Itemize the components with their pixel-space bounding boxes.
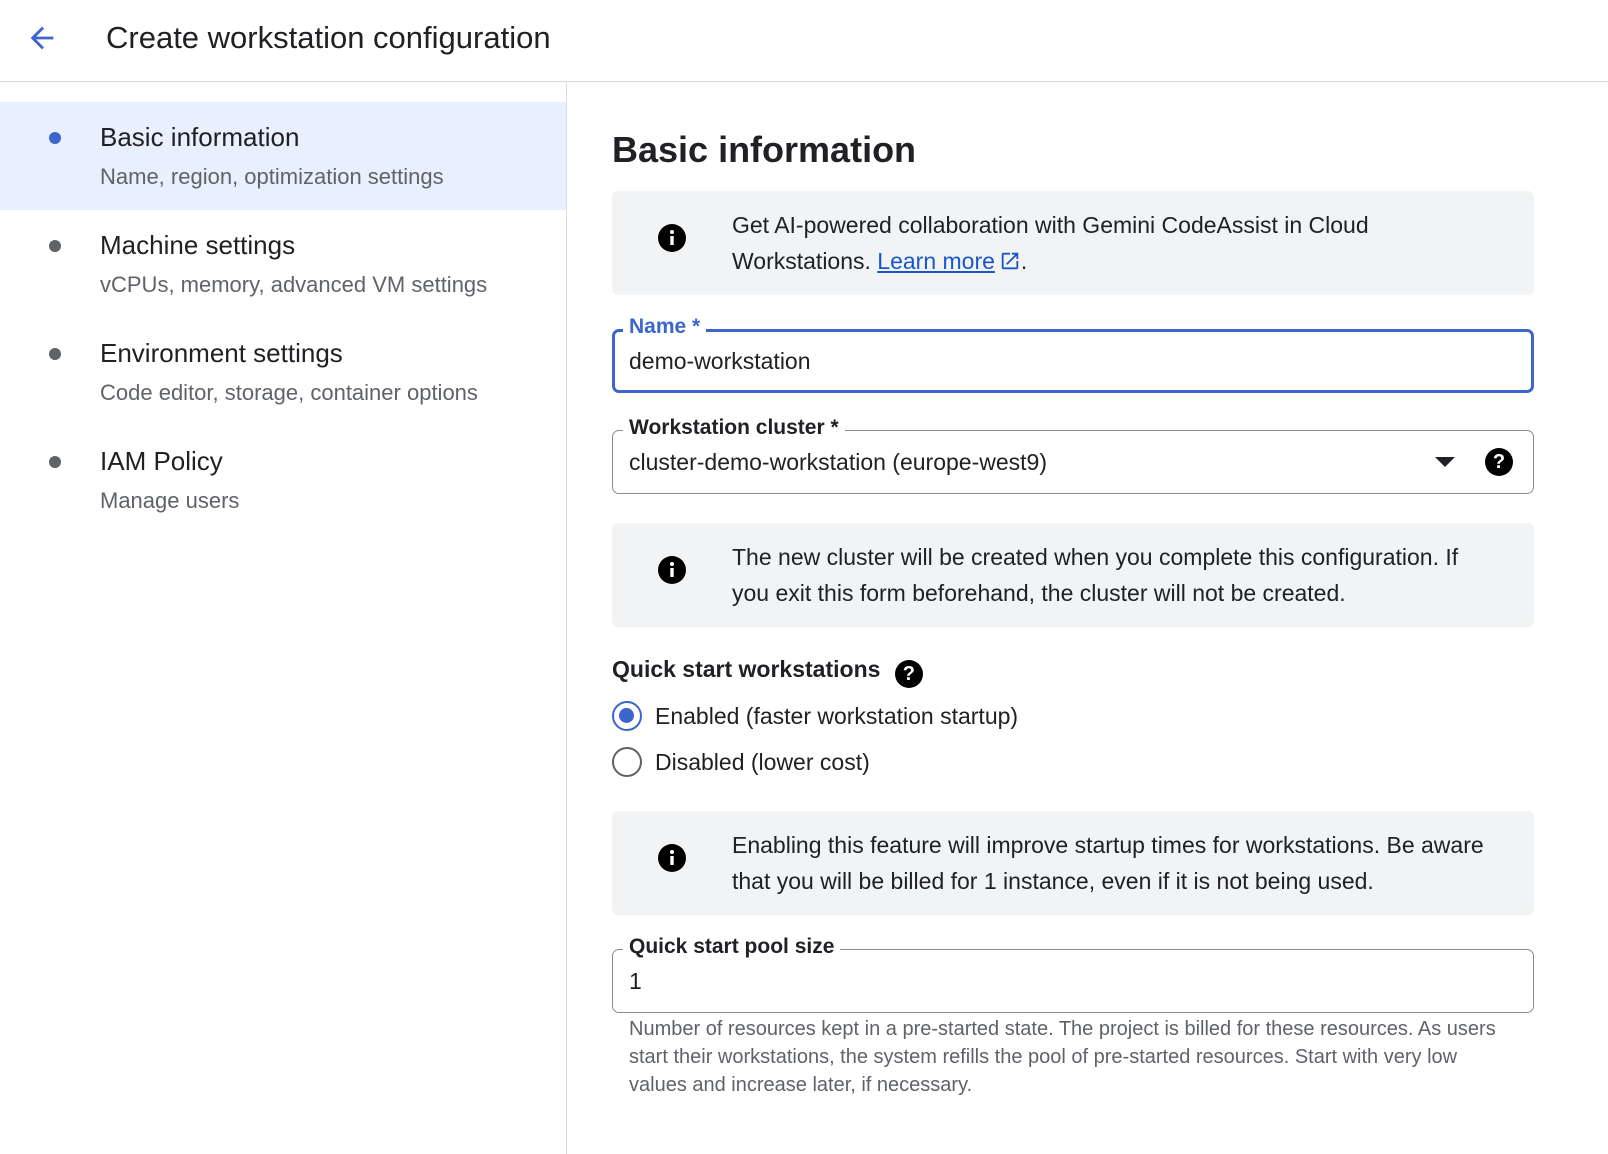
quick-start-label [612, 654, 923, 688]
quick-start-notice [612, 811, 1534, 915]
radio-option-label: Disabled (lower cost) [655, 749, 870, 775]
step-subtitle: vCPUs, memory, advanced VM settings [100, 272, 488, 297]
cluster-notice [612, 523, 1534, 627]
external-link-icon [999, 250, 1021, 272]
learn-more-link-label: Learn more [877, 248, 995, 274]
cluster-notice-text: The new cluster will be created when you complete this configuration. If you exit this form beforehand, the cluster will not be created. [732, 544, 1459, 606]
info-icon [658, 224, 686, 252]
name-field-label: Name * [623, 314, 706, 340]
step-title: Environment settings [100, 338, 343, 368]
step-subtitle: Code editor, storage, container options [100, 380, 478, 405]
step-iam-policy[interactable] [0, 426, 566, 534]
pool-size-value[interactable]: 1 [629, 968, 642, 994]
learn-more-link[interactable] [877, 248, 1021, 274]
pool-size-label: Quick start pool size [623, 934, 840, 960]
quick-start-notice-text: Enabling this feature will improve startup times for workstations. Be aware that you will be billed for 1 instance, even if it is not being used. [732, 832, 1484, 894]
help-icon[interactable]: ? [895, 660, 923, 688]
info-icon [658, 556, 686, 584]
step-title: Basic information [100, 122, 300, 152]
step-basic-information[interactable] [0, 102, 566, 210]
info-icon [658, 844, 686, 872]
page-title: Create workstation configuration [106, 20, 551, 55]
step-indicator-dot [49, 240, 61, 252]
step-title: IAM Policy [100, 446, 223, 476]
quick-start-pool-size-field[interactable] [612, 935, 1534, 1013]
section-title: Basic information [612, 129, 917, 170]
gemini-notice-period: . [1020, 248, 1028, 274]
radio-option-label: Enabled (faster workstation startup) [655, 703, 1019, 729]
workstation-cluster-select[interactable] [612, 416, 1534, 494]
workstation-cluster-value: cluster-demo-workstation (europe-west9) [629, 449, 1047, 475]
gemini-notice-body: Get AI-powered collaboration with Gemini CodeAssist in Cloud Workstations. [732, 212, 1369, 274]
name-field[interactable] [612, 315, 1534, 393]
name-field-value[interactable]: demo-workstation [629, 348, 811, 374]
pool-size-helper-text: Number of resources kept in a pre-started state. The project is billed for these resources. As users start their workstations, the system refills the pool of pre-started resources. Start with very low values and increase later, if necessary. [629, 1018, 1496, 1096]
step-subtitle: Name, region, optimization settings [100, 164, 444, 189]
radio-option-enabled[interactable] [612, 698, 1032, 734]
arrow-back-icon [25, 21, 59, 55]
radio-button-checked[interactable] [612, 701, 642, 731]
quick-start-label-text: Quick start workstations [612, 656, 881, 682]
radio-button-unchecked[interactable] [612, 747, 642, 777]
main-content [567, 82, 1608, 1154]
top-header [0, 0, 1608, 82]
step-indicator-dot [49, 132, 61, 144]
radio-option-disabled[interactable] [612, 744, 892, 780]
back-button[interactable] [22, 18, 62, 58]
gemini-notice-text [732, 207, 1494, 279]
step-subtitle: Manage users [100, 488, 240, 513]
step-indicator-dot [49, 348, 61, 360]
help-icon[interactable]: ? [1485, 448, 1513, 476]
stepper-sidebar [0, 82, 567, 1154]
chevron-down-icon[interactable] [1435, 457, 1455, 467]
workstation-cluster-label: Workstation cluster * [623, 415, 845, 441]
step-indicator-dot [49, 456, 61, 468]
step-title: Machine settings [100, 230, 296, 260]
gemini-notice [612, 191, 1534, 295]
step-environment-settings[interactable] [0, 318, 566, 426]
step-machine-settings[interactable] [0, 210, 566, 318]
